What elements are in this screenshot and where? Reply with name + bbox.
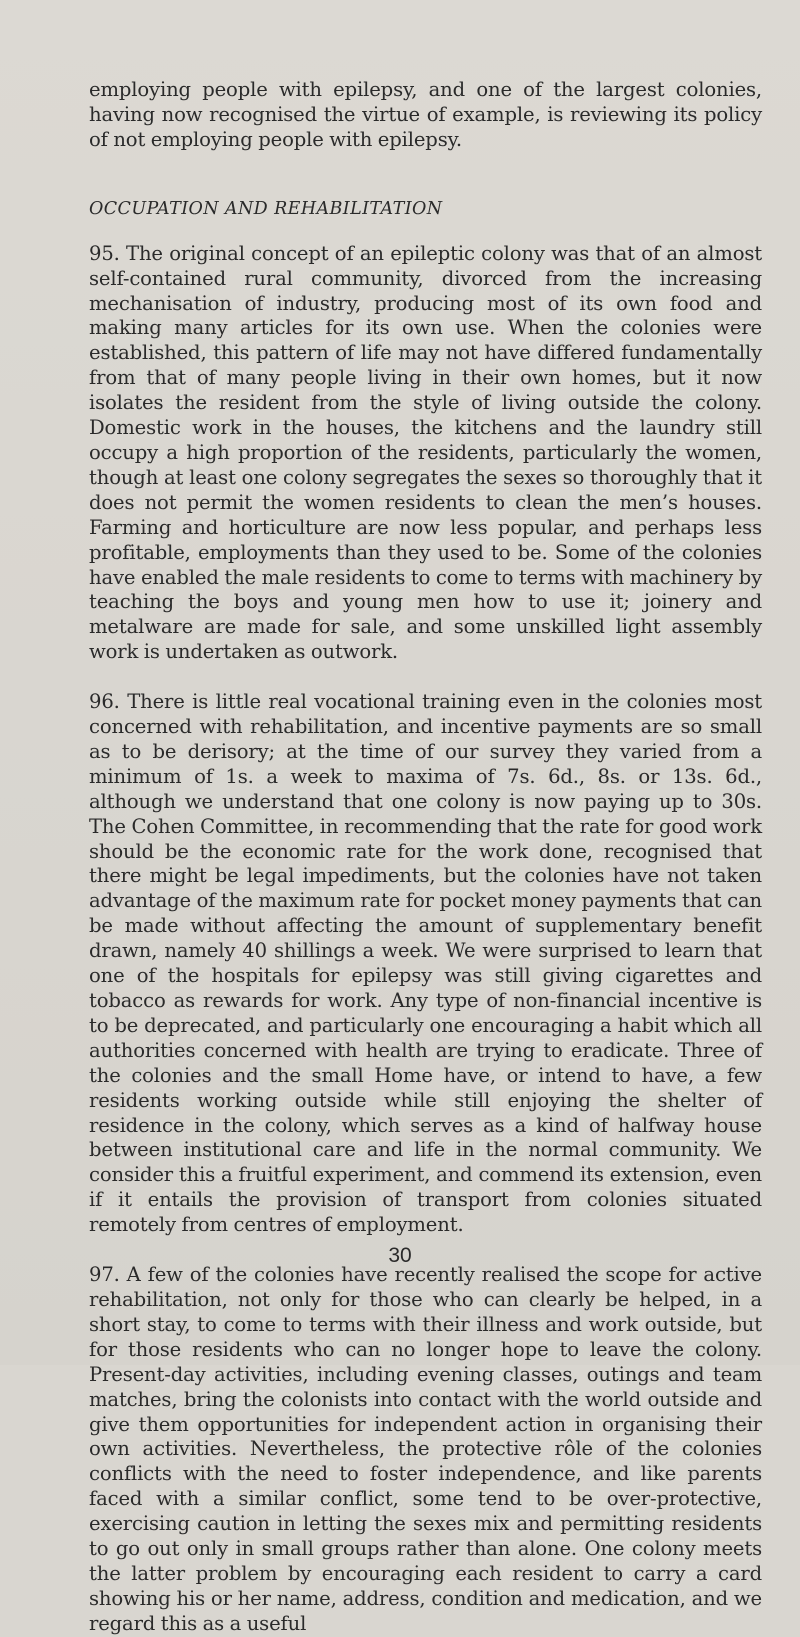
paragraph-95: 95. The original concept of an epileptic colony was that of an almost self-contained rural community, divorced from the increasing mechanisation of industry, producing most of its own food and making many articles for its own use. When the colonies were established, this pattern of life may not have differed fundamentally from that of many people living in their own homes, but it now isolates the resident from the style of living outside the colony. Domestic work in the houses, the kitchens and the laundry still occupy a high proportion of the residents, particularly the women, though at least one colony segregates the sexes so thoroughly that it does not permit the women residents to clean the men’s houses. Farming and horticulture are now less popular, and perhaps less profitable, employments than they used to be. Some of the colonies have enabled the male residents to come to terms with machinery by teaching the boys and young men how to use it; joinery and metalware are made for sale, and some unskilled light assembly work is undertaken as outwork. bbox=[89, 241, 762, 664]
paragraph-97: 97. A few of the colonies have recently realised the scope for active rehabilitation, not only for those who can clearly be helped, in a short stay, to come to terms with their illness and work outside, but for those residents who can no longer hope to leave the colony. Present-day activities, including evening classes, outings and team matches, bring the colonists into contact with the world outside and give them opportunities for independent action in organising their own activities. Nevertheless, the protective rôle of the colonies conflicts with the need to foster independence, and like parents faced with a similar conflict, some tend to be over-protective, exercising caution in letting the sexes mix and permitting residents to go out only in small groups rather than alone. One colony meets the latter problem by encouraging each resident to carry a card showing his or her name, address, condition and medication, and we regard this as a useful bbox=[89, 1263, 762, 1635]
section-heading: OCCUPATION AND REHABILITATION bbox=[89, 198, 443, 219]
paragraph-96: 96. There is little real vocational training even in the colonies most concerned with rehabilitation, and incentive payments are so small as to be derisory; at the time of our survey they varied from a minimum of 1s. a week to maxima of 7s. 6d., 8s. or 13s. 6d., although we understand that one colony is now paying up to 30s. The Cohen Committee, in recommending that the rate for good work should be the economic rate for the work done, recognised that there might be legal impediments, but the colonies have not taken advantage of the maximum rate for pocket money payments that can be made without affecting the amount of supplementary benefit drawn, namely 40 shillings a week. We were surprised to learn that one of the hospitals for epilepsy was still giving cigarettes and tobacco as rewards for work. Any type of non-financial incentive is to be deprecated, and particularly one encouraging a habit which all authorities concerned with health are trying to eradicate. Three of the colonies and the small Home have, or intend to have, a few residents working outside while still enjoying the shelter of residence in the colony, which serves as a kind of halfway house between institutional care and life in the normal community. We consider this a fruitful experiment, and commend its extension, even if it entails the provision of transport from colonies situated remotely from centres of employment. bbox=[89, 690, 762, 1237]
page-number: 30 bbox=[388, 1244, 412, 1267]
intro-paragraph: employing people with epilepsy, and one of the largest colonies, having now recognised the virtue of example, is reviewing its policy of not employing people with epilepsy. bbox=[89, 78, 762, 151]
